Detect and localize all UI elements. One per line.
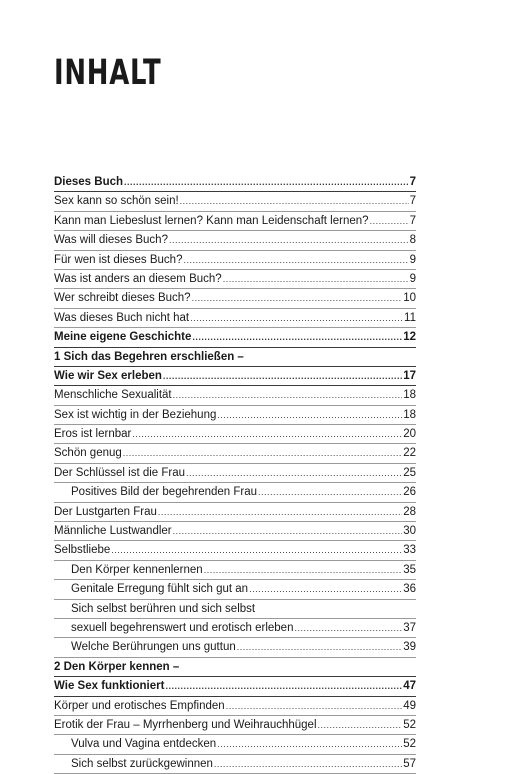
toc-entry: [71, 619, 416, 638]
dot-leader: [237, 638, 402, 657]
toc-entry-title: Der Schlüssel ist die Frau: [54, 466, 186, 479]
toc-entry: [54, 367, 416, 386]
dot-leader: [190, 309, 403, 328]
table-of-contents: [54, 173, 416, 774]
toc-page-number: 8: [409, 234, 416, 247]
toc-entry-title: Meine eigene Geschichte: [54, 331, 192, 344]
toc-entry-title: sexuell begehrenswert und erotisch erleben: [71, 621, 294, 634]
toc-row: [54, 309, 416, 328]
toc-row: [54, 192, 416, 211]
toc-entry: [54, 541, 416, 560]
dot-leader: [192, 289, 403, 308]
toc-row: [54, 464, 416, 483]
toc-row: [54, 658, 416, 677]
toc-entry-title: Körper und erotisches Empfinden: [54, 699, 225, 712]
toc-row: [54, 541, 416, 560]
dot-leader: [173, 522, 403, 541]
toc-entry-title: Wie wir Sex erleben: [54, 369, 162, 382]
toc-row: [54, 619, 416, 638]
toc-page-number: 28: [403, 505, 416, 518]
dot-leader: [132, 425, 402, 444]
dot-leader: [173, 386, 403, 405]
toc-page-number: 17: [403, 369, 416, 382]
toc-entry: [71, 755, 416, 774]
page-title: INHALT: [54, 53, 162, 93]
toc-page-number: 11: [404, 311, 416, 324]
toc-entry-title: Sich selbst berühren und sich selbst: [71, 602, 256, 615]
toc-row: [54, 425, 416, 444]
toc-page-number: 37: [403, 621, 416, 634]
dot-leader: [186, 464, 402, 483]
dot-leader: [249, 580, 402, 599]
toc-entry-title: Den Körper kennenlernen: [71, 563, 203, 576]
toc-entry: [54, 173, 416, 192]
toc-entry-title: Kann man Liebeslust lernen? Kann man Leidenschaft lernen?: [54, 214, 369, 227]
dot-leader: [217, 406, 402, 425]
toc-row: [54, 231, 416, 250]
toc-row: [54, 289, 416, 308]
toc-row: [54, 328, 416, 347]
toc-page-number: 12: [403, 331, 416, 344]
dot-leader: [123, 444, 402, 463]
toc-entry: [71, 600, 416, 619]
toc-page-number: 22: [403, 447, 416, 460]
toc-entry: [54, 192, 416, 211]
dot-leader: [214, 755, 402, 774]
dot-leader: [165, 677, 402, 696]
toc-row: [54, 367, 416, 386]
toc-entry-title: Selbstliebe: [54, 544, 111, 557]
dot-leader: [217, 735, 402, 754]
toc-entry-title: 2 Den Körper kennen –: [54, 660, 180, 673]
dot-leader: [111, 541, 402, 560]
toc-entry: [71, 735, 416, 754]
toc-entry: [54, 464, 416, 483]
toc-page-number: 18: [403, 389, 416, 402]
toc-row: [54, 348, 416, 367]
toc-row: [54, 173, 416, 192]
toc-entry-title: Positives Bild der begehrenden Frau: [71, 486, 258, 499]
toc-entry: [54, 231, 416, 250]
toc-entry-title: Menschliche Sexualität: [54, 389, 172, 402]
toc-row: [54, 483, 416, 502]
toc-page-number: 47: [403, 680, 416, 693]
dot-leader: [180, 192, 409, 211]
toc-row: [54, 677, 416, 696]
toc-entry: [71, 483, 416, 502]
toc-page-number: 35: [403, 563, 416, 576]
toc-row: [54, 503, 416, 522]
toc-page-number: 7: [409, 195, 416, 208]
toc-entry: [54, 658, 416, 677]
toc-row: [54, 638, 416, 657]
dot-leader: [223, 270, 409, 289]
toc-entry: [54, 425, 416, 444]
toc-entry: [71, 638, 416, 657]
toc-page-number: 9: [409, 253, 416, 266]
dot-leader: [226, 697, 403, 716]
toc-entry-title: Wer schreibt dieses Buch?: [54, 292, 191, 305]
toc-entry: [54, 309, 416, 328]
toc-entry-title: Was dieses Buch nicht hat: [54, 311, 190, 324]
toc-page-number: 36: [403, 583, 416, 596]
dot-leader: [163, 367, 402, 386]
toc-entry-title: Männliche Lustwandler: [54, 525, 172, 538]
toc-row: [54, 444, 416, 463]
dot-leader: [370, 212, 409, 231]
toc-entry-title: Der Lustgarten Frau: [54, 505, 157, 518]
toc-entry: [54, 697, 416, 716]
toc-page-number: 26: [403, 486, 416, 499]
toc-entry: [54, 444, 416, 463]
toc-page-number: 49: [403, 699, 416, 712]
toc-entry-title: Sex kann so schön sein!: [54, 195, 179, 208]
toc-entry-title: Dieses Buch: [54, 176, 124, 188]
toc-row: [54, 561, 416, 580]
toc-entry: [54, 289, 416, 308]
dot-leader: [192, 328, 402, 347]
toc-entry-title: Schön genug: [54, 447, 122, 460]
toc-row: [54, 522, 416, 541]
toc-entry: [54, 348, 416, 367]
toc-page-number: 52: [403, 718, 416, 731]
toc-page-number: 18: [403, 408, 416, 421]
toc-page-number: 25: [403, 466, 416, 479]
toc-row: [54, 755, 416, 774]
toc-page-number: 10: [403, 292, 416, 305]
toc-row: [54, 270, 416, 289]
dot-leader: [169, 231, 409, 250]
toc-entry: [54, 270, 416, 289]
toc-entry: [71, 580, 416, 599]
toc-entry-title: Wie Sex funktioniert: [54, 680, 165, 693]
toc-row: [54, 716, 416, 735]
toc-page-number: 52: [403, 738, 416, 751]
toc-row: [54, 735, 416, 754]
dot-leader: [124, 173, 409, 192]
toc-row: [54, 251, 416, 270]
toc-entry: [71, 561, 416, 580]
toc-entry-title: Eros ist lernbar: [54, 428, 132, 441]
toc-row: [54, 212, 416, 231]
toc-page-number: 39: [403, 641, 416, 654]
toc-entry: [54, 212, 416, 231]
toc-row: [54, 406, 416, 425]
toc-page-number: 33: [403, 544, 416, 557]
toc-entry: [54, 386, 416, 405]
toc-page-number: 57: [403, 757, 416, 770]
toc-page-number: 30: [403, 525, 416, 538]
toc-entry-title: Was ist anders an diesem Buch?: [54, 272, 222, 285]
toc-row: [54, 697, 416, 716]
toc-entry-title: Für wen ist dieses Buch?: [54, 253, 183, 266]
toc-page-number: 7: [409, 176, 416, 188]
toc-entry-title: Sich selbst zurückgewinnen: [71, 757, 213, 770]
toc-row: [54, 386, 416, 405]
toc-page-number: 7: [409, 214, 416, 227]
toc-entry: [54, 522, 416, 541]
toc-entry-title: Sex ist wichtig in der Beziehung: [54, 408, 217, 421]
dot-leader: [258, 483, 402, 502]
dot-leader: [318, 716, 403, 735]
toc-entry: [54, 716, 416, 735]
toc-row: [54, 580, 416, 599]
dot-leader: [158, 503, 402, 522]
toc-entry: [54, 503, 416, 522]
dot-leader: [294, 619, 402, 638]
toc-page-number: 20: [403, 428, 416, 441]
toc-page-number: 9: [409, 272, 416, 285]
toc-entry-title: Was will dieses Buch?: [54, 234, 168, 247]
toc-entry: [54, 328, 416, 347]
toc-entry-title: Welche Berührungen uns guttun: [71, 641, 236, 654]
toc-entry-title: Vulva und Vagina entdecken: [71, 738, 217, 751]
toc-entry: [54, 251, 416, 270]
toc-entry-title: Erotik der Frau – Myrrhenberg und Weihrauchhügel: [54, 718, 317, 731]
dot-leader: [183, 251, 408, 270]
toc-entry: [54, 406, 416, 425]
toc-row: [54, 600, 416, 619]
dot-leader: [204, 561, 403, 580]
toc-entry-title: Genitale Erregung fühlt sich gut an: [71, 583, 249, 596]
toc-entry: [54, 677, 416, 696]
toc-entry-title: 1 Sich das Begehren erschließen –: [54, 350, 244, 363]
